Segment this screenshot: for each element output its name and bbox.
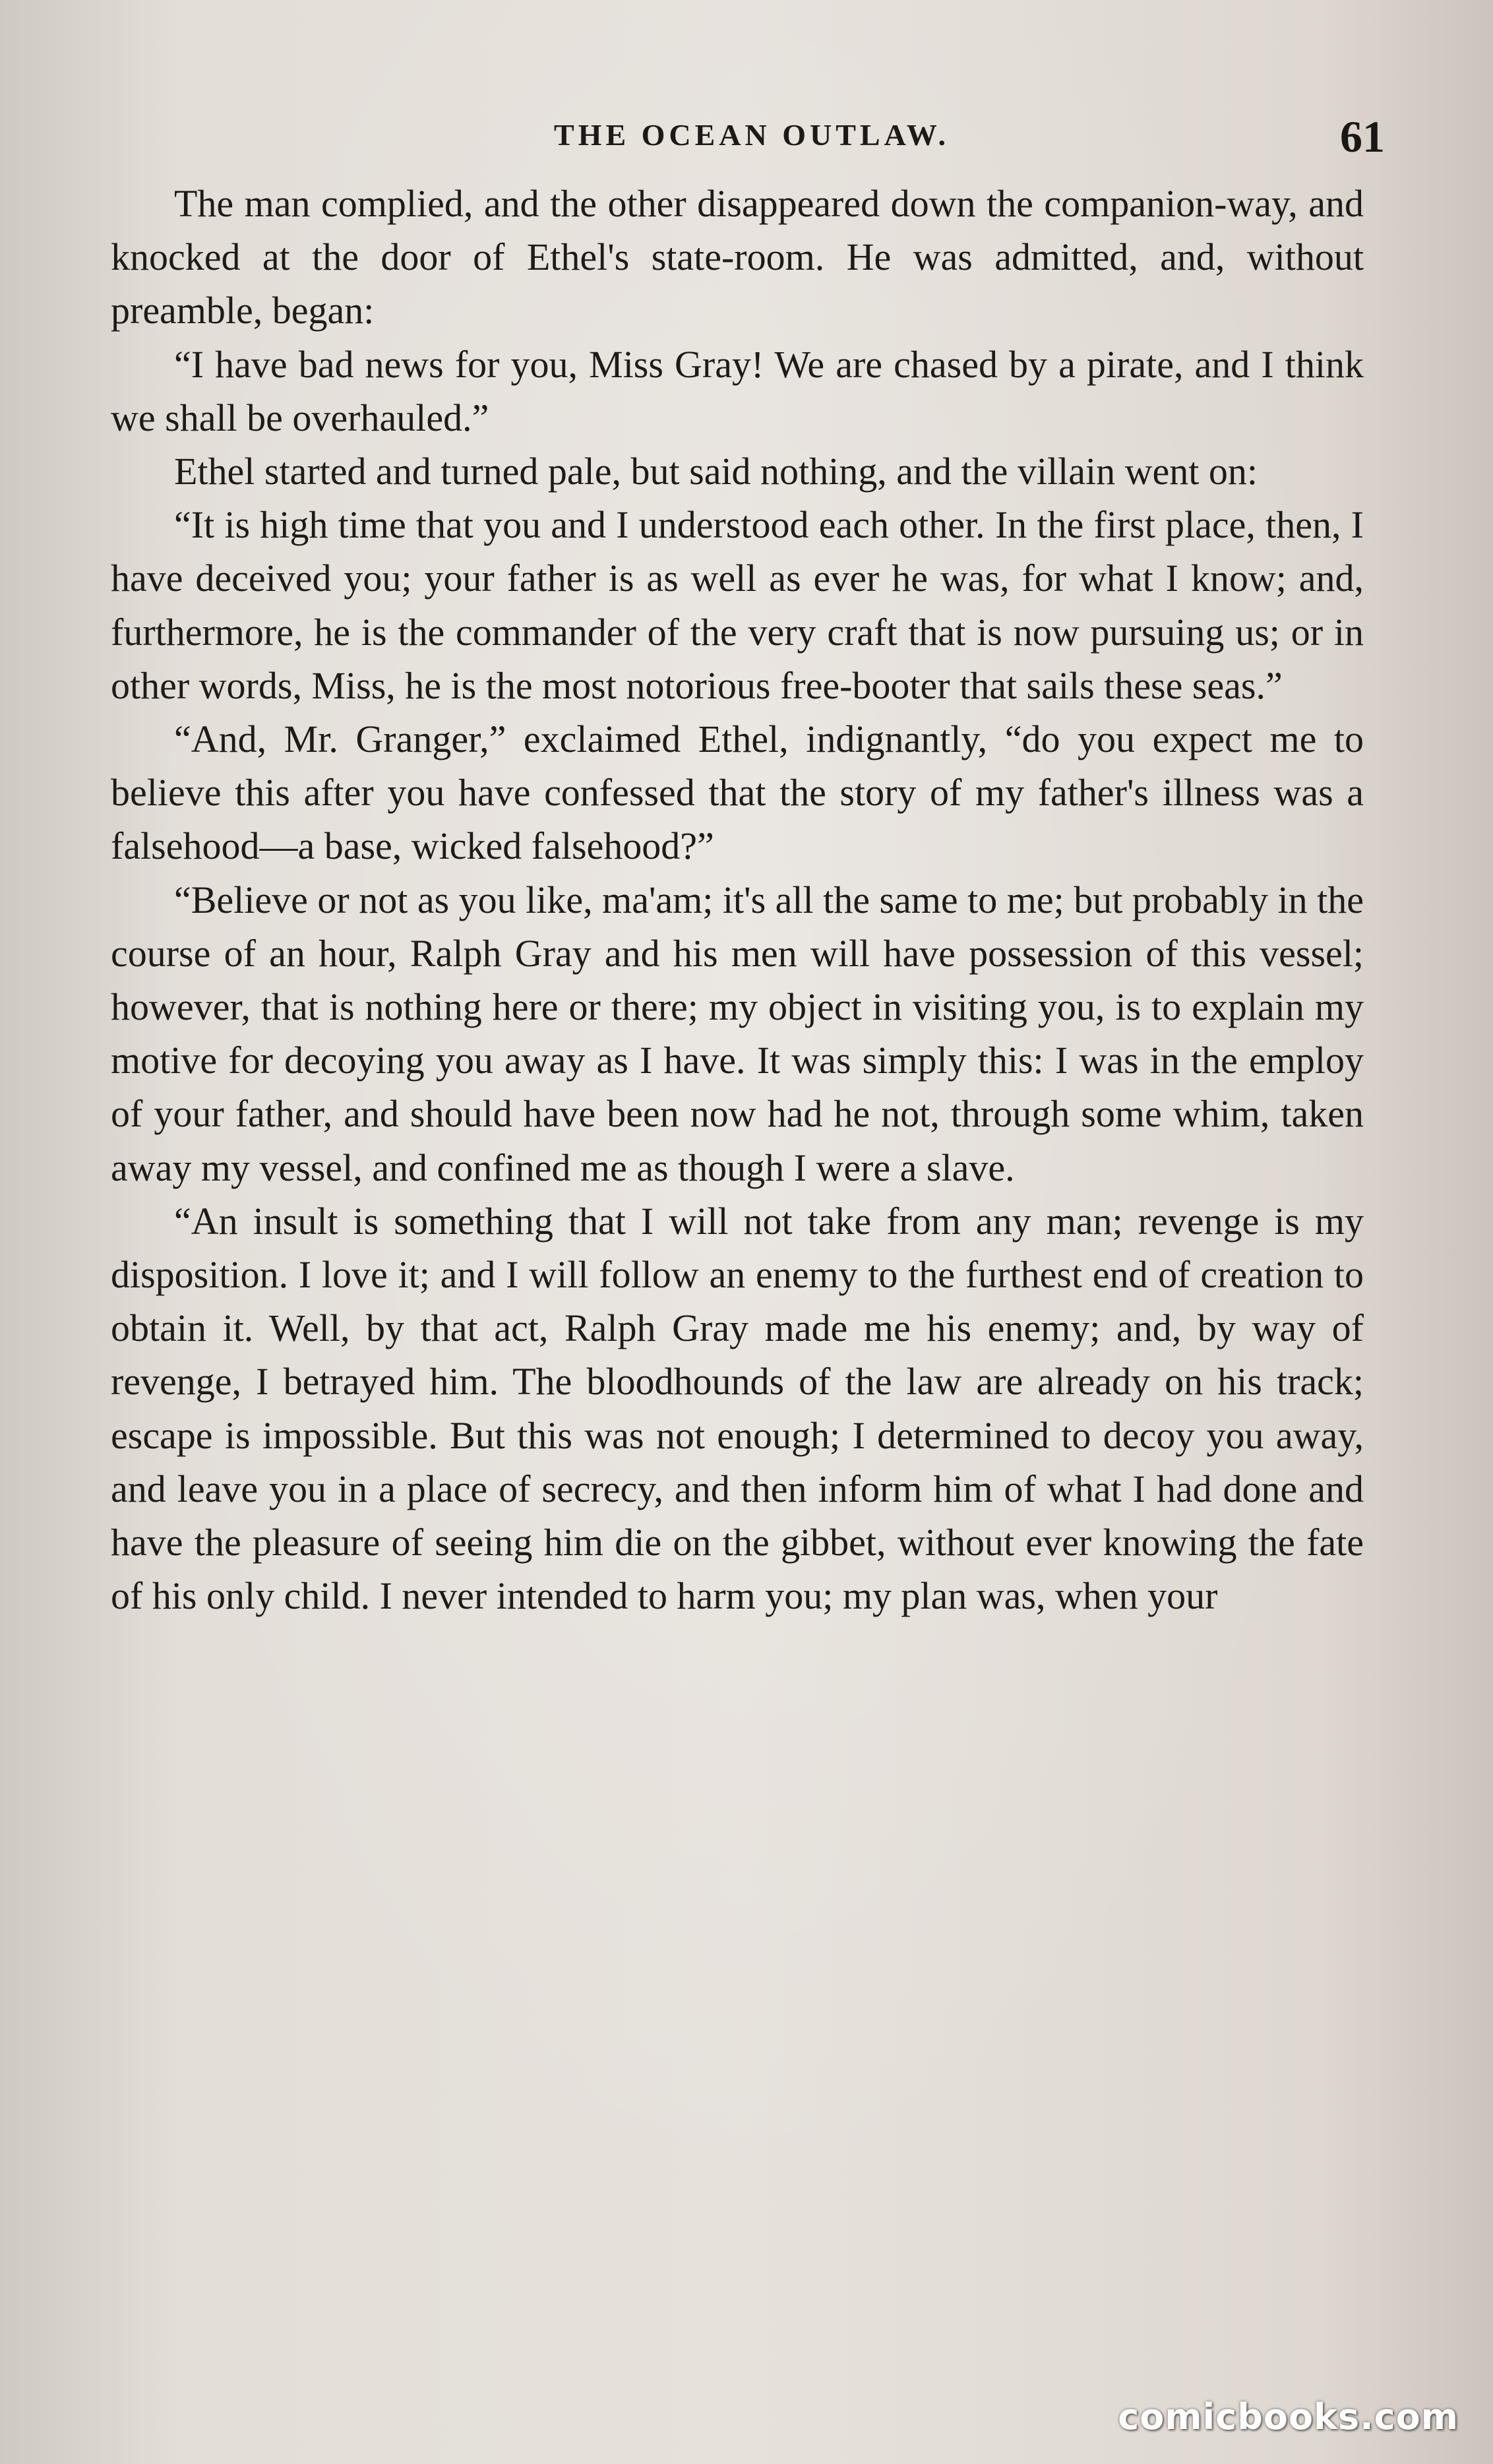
page-number: 61 — [1340, 111, 1385, 162]
paragraph: “Believe or not as you like, ma'am; it's all the same to me; but probably in the course of an hour, Ralph Gray and his men will have possession of this vessel; however, that is nothing here or there; my object in visiting you, is to explain my motive for decoying you away as I have. It was simply this: I was in the employ of your father, and should have been now had he not, through some whim, taken away my vessel, and confined me as though I were a slave. — [111, 878, 1364, 1189]
text-body — [111, 177, 1364, 1622]
paragraph: “It is high time that you and I understood each other. In the first place, then, I have deceived you; your father is as well as ever he was, for what I know; and, furthermore, he is the commander of the very craft that is now pursuing us; or in other words, Miss, he is the most notorious free-booter that sails these seas.” — [111, 503, 1364, 707]
paragraph: The man complied, and the other disappeared down the companion-way, and knocked at the door of Ethel's state-room. He was admitted, and, without preamble, began: — [111, 182, 1364, 332]
paragraph: “I have bad news for you, Miss Gray! We are chased by a pirate, and I think we shall be overhauled.” — [111, 342, 1364, 439]
watermark: comicbooks.com — [1118, 2396, 1459, 2438]
page-header — [119, 111, 1385, 170]
paragraph: “And, Mr. Granger,” exclaimed Ethel, indignantly, “do you expect me to believe this after you have confessed that the story of my father's illness was a falsehood—a base, wicked falsehood?” — [111, 718, 1364, 868]
paragraph: Ethel started and turned pale, but said nothing, and the villain went on: — [174, 450, 1258, 493]
paragraph: “An insult is something that I will not take from any man; revenge is my disposition. I love it; and I will follow an enemy to the furthest end of creation to obtain it. Well, by that act, Ralph Gray made me his enemy; and, by way of revenge, I betrayed him. The bloodhounds of the law are already on his track; escape is impossible. But this was not enough; I determined to decoy you away, and leave you in a place of secrecy, and then inform him of what I had done and have the pleasure of seeing him die on the gibbet, without ever knowing the fate of his only child. I never intended to harm you; my plan was, when your — [111, 1199, 1364, 1618]
running-title: THE OCEAN OUTLAW. — [553, 118, 950, 152]
